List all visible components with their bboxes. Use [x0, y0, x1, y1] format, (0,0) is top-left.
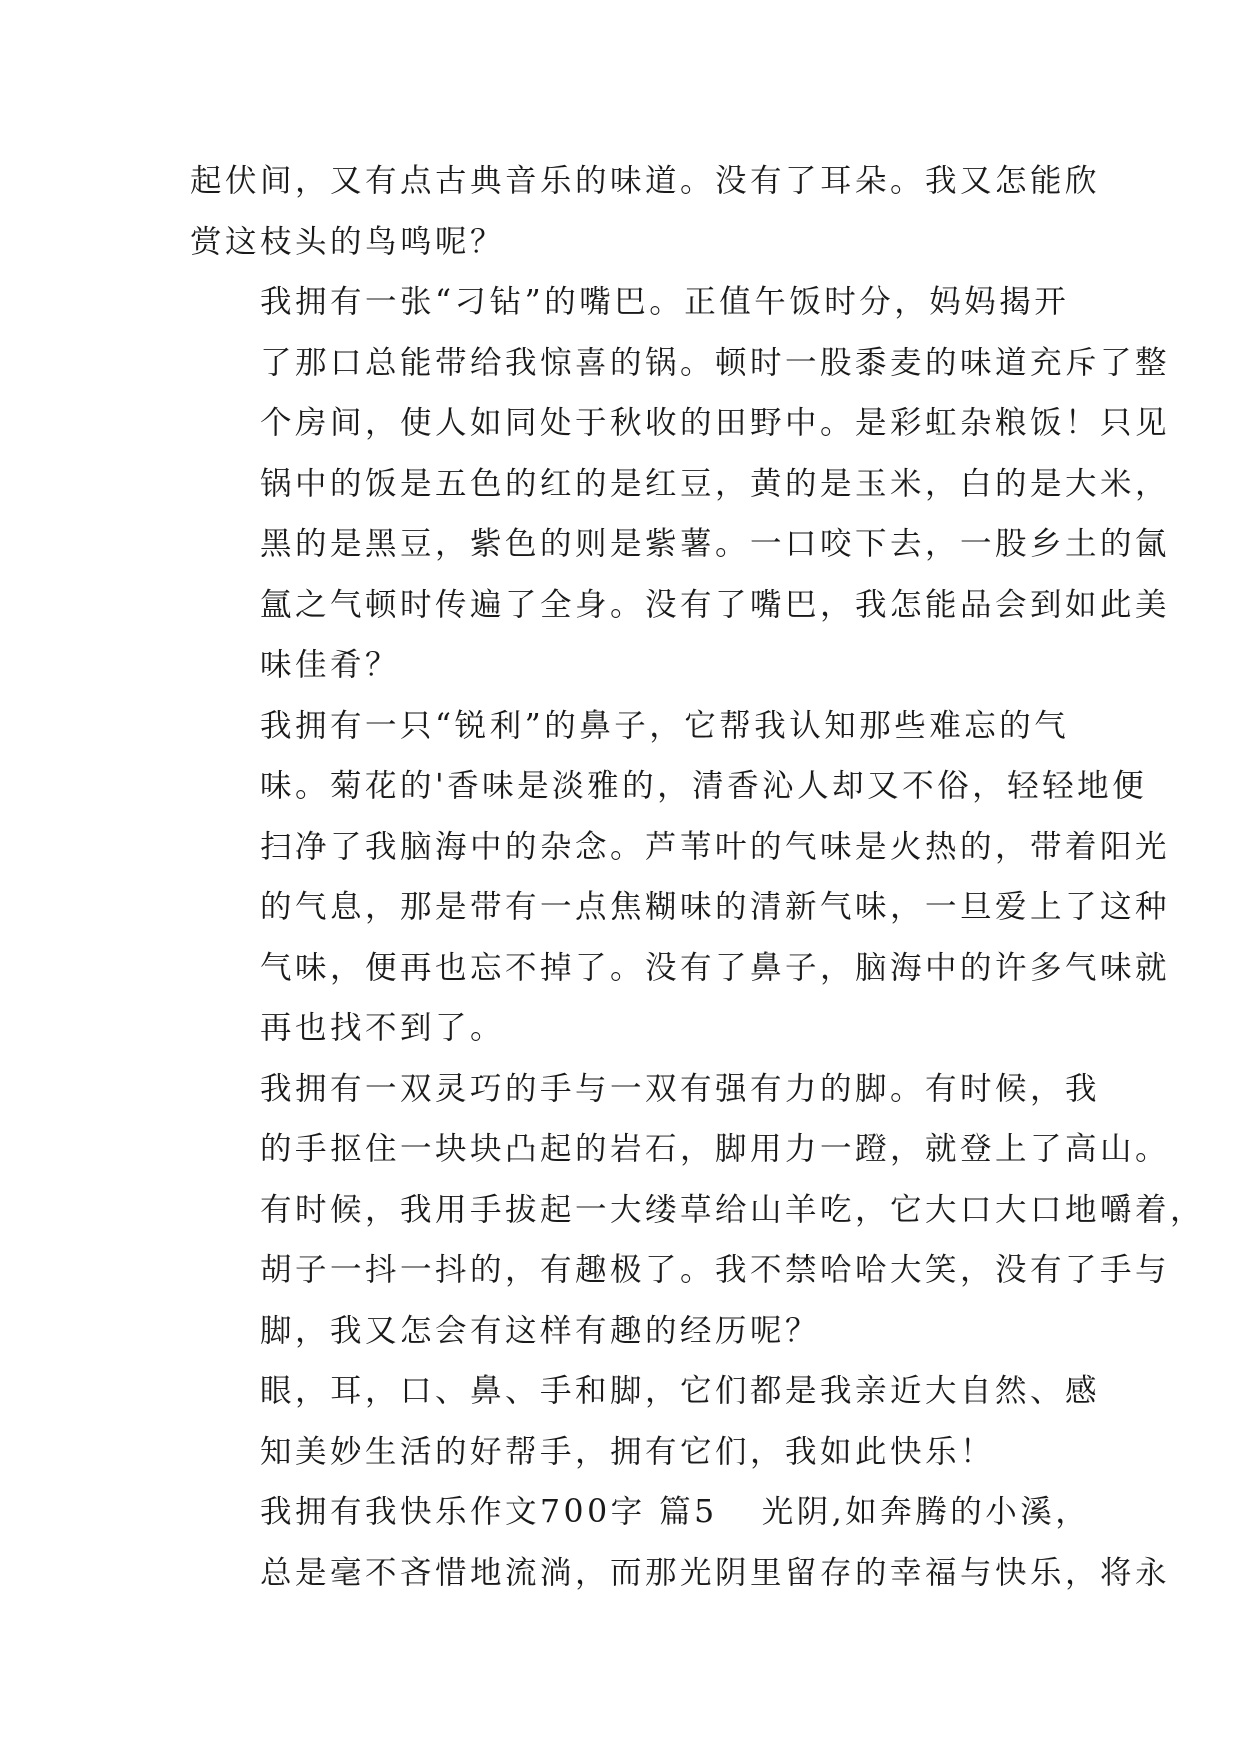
text-line: 知美妙生活的好帮手，拥有它们，我如此快乐！	[260, 1433, 996, 1470]
text-line: 我拥有一双灵巧的手与一双有强有力的脚。有时候，我	[260, 1070, 1101, 1107]
text-line: 我拥有一张“刁钻”的嘴巴。正值午饭时分，妈妈揭开	[260, 284, 1070, 320]
text-line: 味。菊花的'香味是淡雅的，清香沁人却又不俗，轻轻地便	[260, 768, 1148, 804]
essay-heading: 我拥有我快乐作文700字 篇5	[260, 1494, 718, 1530]
paragraph	[190, 1361, 1101, 1482]
text-line: 起伏间，又有点古典音乐的味道。没有了耳朵。我又怎能欣	[190, 163, 1101, 199]
text-line: 黑的是黑豆，紫色的则是紫薯。一口咬下去，一股乡土的氤	[260, 526, 1171, 562]
text-line: 胡子一抖一抖的，有趣极了。我不禁哈哈大笑，没有了手与	[260, 1252, 1171, 1288]
paragraph	[190, 1059, 1206, 1362]
final-paragraph-line-2: 总是毫不吝惜地流淌，而那光阴里留存的幸福与快乐，将永	[260, 1554, 1171, 1591]
text-line: 脚，我又怎会有这样有趣的经历呢？	[260, 1312, 821, 1349]
text-line: 扫净了我脑海中的杂念。芦苇叶的气味是火热的，带着阳光	[260, 828, 1171, 865]
paragraph-list	[190, 151, 1206, 1482]
text-line: 氲之气顿时传遍了全身。没有了嘴巴，我怎能品会到如此美	[260, 586, 1171, 623]
text-line: 了那口总能带给我惊喜的锅。顿时一股黍麦的味道充斥了整	[260, 344, 1171, 381]
text-line: 味佳肴？	[260, 647, 401, 683]
text-line: 锅中的饭是五色的红的是红豆，黄的是玉米，白的是大米，	[260, 465, 1171, 502]
paragraph	[190, 696, 1171, 1059]
text-line: 的气息，那是带有一点焦糊味的清新气味，一旦爱上了这种	[260, 889, 1171, 925]
final-paragraph-line-1	[190, 1482, 1091, 1543]
text-line: 我拥有一只“锐利”的鼻子，它帮我认知那些难忘的气	[260, 707, 1070, 744]
paragraph	[190, 272, 1171, 696]
text-line: 气味，便再也忘不掉了。没有了鼻子，脑海中的许多气味就	[260, 949, 1171, 986]
paragraph	[190, 151, 1101, 272]
text-line: 有时候，我用手拔起一大缕草给山羊吃，它大口大口地嚼着，	[260, 1191, 1206, 1228]
text-line: 个房间，使人如同处于秋收的田野中。是彩虹杂粮饭！只见	[260, 405, 1171, 441]
text-line: 眼，耳，口、鼻、手和脚，它们都是我亲近大自然、感	[260, 1373, 1101, 1409]
text-line: 再也找不到了。	[260, 1010, 506, 1046]
document-body	[190, 151, 1206, 1603]
text-line: 的手抠住一块块凸起的岩石，脚用力一蹬，就登上了高山。	[260, 1131, 1171, 1167]
final-paragraph-start: 光阴,如奔腾的小溪，	[761, 1494, 1091, 1530]
text-line: 赏这枝头的鸟鸣呢？	[190, 223, 506, 260]
final-paragraph	[190, 1482, 1171, 1603]
